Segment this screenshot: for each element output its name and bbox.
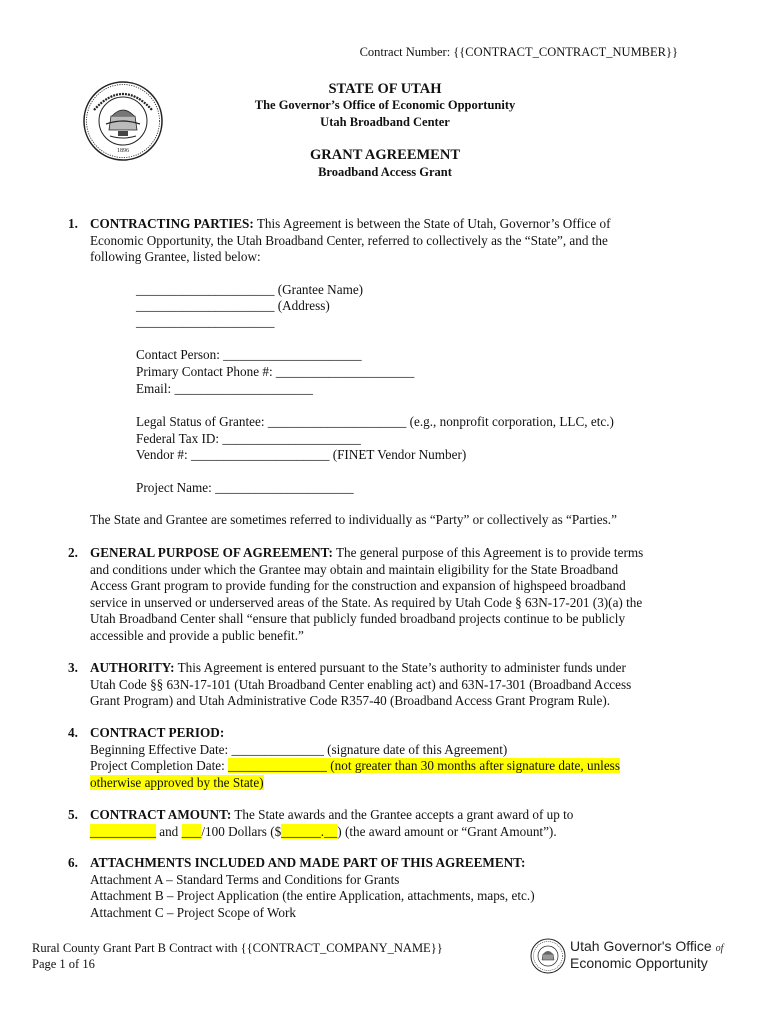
- svg-text:1896: 1896: [117, 148, 129, 154]
- cents-blank: ___: [181, 823, 202, 839]
- document-title: GRANT AGREEMENT: [310, 147, 460, 163]
- state-heading: STATE OF UTAH: [328, 81, 442, 97]
- section-heading: CONTRACT AMOUNT:: [90, 807, 232, 822]
- completion-date-label: Project Completion Date:: [90, 758, 229, 774]
- section-heading: CONTRACT PERIOD:: [90, 725, 225, 740]
- parties-sentence: The State and Grantee are sometimes referred to individually as “Party” or collectively as “Parties.”: [90, 512, 617, 527]
- attachment-item: Attachment B – Project Application (the entire Application, attachments, maps, etc.): [90, 888, 535, 904]
- section-text: Access Grant program to provide funding for the construction and expansion of highspeed broadband: [90, 578, 626, 594]
- beginning-date-field: Beginning Effective Date: ______________ (signature date of this Agreement): [90, 741, 508, 757]
- end-text: ) (the award amount or “Grant Amount”).: [337, 823, 557, 839]
- section-number: 6.: [68, 855, 78, 870]
- center-heading: Utah Broadband Center: [320, 115, 450, 129]
- grantee-address2-field: _____________________: [136, 314, 275, 329]
- section-text: Utah Broadband Center shall “ensure that publicly funded broadband projects continue to be publicly: [90, 611, 626, 627]
- logo-line1: Utah Governor's Office: [570, 938, 712, 954]
- attachment-item: Attachment A – Standard Terms and Conditions for Grants: [90, 871, 400, 887]
- section-heading: GENERAL PURPOSE OF AGREEMENT:: [90, 545, 333, 560]
- section-number: 1.: [68, 216, 78, 231]
- vendor-field: Vendor #: _____________________ (FINET Vendor Number): [136, 447, 467, 462]
- section-text: accessible and provide a public benefit.”: [90, 627, 304, 643]
- completion-note: (not greater than 30 months after signature date, unless: [326, 758, 620, 774]
- logo-line2: Economic Opportunity: [570, 955, 708, 971]
- and-text: and: [155, 823, 182, 839]
- footer-contract-name: Rural County Grant Part B Contract with {{CONTRACT_COMPANY_NAME}}: [32, 941, 443, 955]
- document-subtitle: Broadband Access Grant: [318, 165, 452, 179]
- contact-phone-field: Primary Contact Phone #: _____________________: [136, 364, 415, 379]
- section-contract-period: [68, 725, 668, 791]
- section-text: Grant Program) and Utah Administrative Code R357-40 (Broadband Access Grant Program Rule).: [90, 693, 611, 709]
- section-text: The general purpose of this Agreement is to provide terms: [332, 545, 644, 560]
- section-contracting-parties: [68, 216, 668, 266]
- tax-id-field: Federal Tax ID: _____________________: [136, 431, 361, 446]
- section-text: and conditions under which the Grantee may obtain and maintain eligibility for the State Broadband: [90, 561, 619, 577]
- logo-of: of: [715, 943, 724, 954]
- contact-person-field: Contact Person: _____________________: [136, 347, 362, 362]
- completion-date-blank: _______________: [228, 758, 327, 774]
- section-number: 2.: [68, 545, 78, 560]
- project-name-field: Project Name: _____________________: [136, 480, 354, 495]
- section-contract-amount: [68, 807, 668, 840]
- section-heading: CONTRACTING PARTIES:: [90, 216, 254, 231]
- grantee-name-field: _____________________ (Grantee Name): [136, 282, 364, 297]
- email-field: Email: _____________________: [136, 381, 313, 396]
- completion-note-continued: otherwise approved by the State): [90, 774, 264, 790]
- section-text: The State awards and the Grantee accepts a grant award of up to: [231, 807, 574, 822]
- per-text: /100 Dollars ($: [201, 823, 282, 839]
- section-text: This Agreement is between the State of Utah, Governor’s Office of: [253, 216, 611, 231]
- legal-status-field: Legal Status of Grantee: _____________________ (e.g., nonprofit corporation, LLC, etc.): [136, 414, 614, 429]
- page-number: Page 1 of 16: [32, 957, 95, 971]
- contract-number: Contract Number: {{CONTRACT_CONTRACT_NUMBER}}: [359, 45, 678, 59]
- section-number: 3.: [68, 660, 78, 675]
- dollars-blank: __________: [90, 823, 156, 839]
- goed-logo: [530, 938, 724, 974]
- page-footer: [32, 940, 443, 972]
- office-heading: The Governor’s Office of Economic Opportunity: [254, 98, 516, 112]
- section-number: 4.: [68, 725, 78, 740]
- grantee-address-field: _____________________ (Address): [136, 298, 330, 313]
- section-text: service in unserved or underserved areas of the State. As required by Utah Code § 63N-17-201 (3)(a) the: [90, 594, 643, 610]
- section-text: Economic Opportunity, the Utah Broadband Center, referred to collectively as the “State”, and the: [90, 232, 608, 248]
- section-general-purpose: [68, 545, 668, 645]
- amount-blank: ______.__: [281, 823, 338, 839]
- section-number: 5.: [68, 807, 78, 822]
- section-heading: ATTACHMENTS INCLUDED AND MADE PART OF THIS AGREEMENT:: [90, 855, 526, 870]
- section-text: Utah Code §§ 63N-17-101 (Utah Broadband Center enabling act) and 63N-17-301 (Broadband Access: [90, 676, 632, 692]
- section-text: This Agreement is entered pursuant to the State’s authority to administer funds under: [174, 660, 626, 675]
- attachment-item: Attachment C – Project Scope of Work: [90, 904, 296, 920]
- seal-icon: [530, 938, 566, 974]
- section-attachments: [68, 855, 668, 921]
- section-authority: [68, 660, 668, 710]
- section-text: following Grantee, listed below:: [90, 249, 261, 265]
- section-heading: AUTHORITY:: [90, 660, 175, 675]
